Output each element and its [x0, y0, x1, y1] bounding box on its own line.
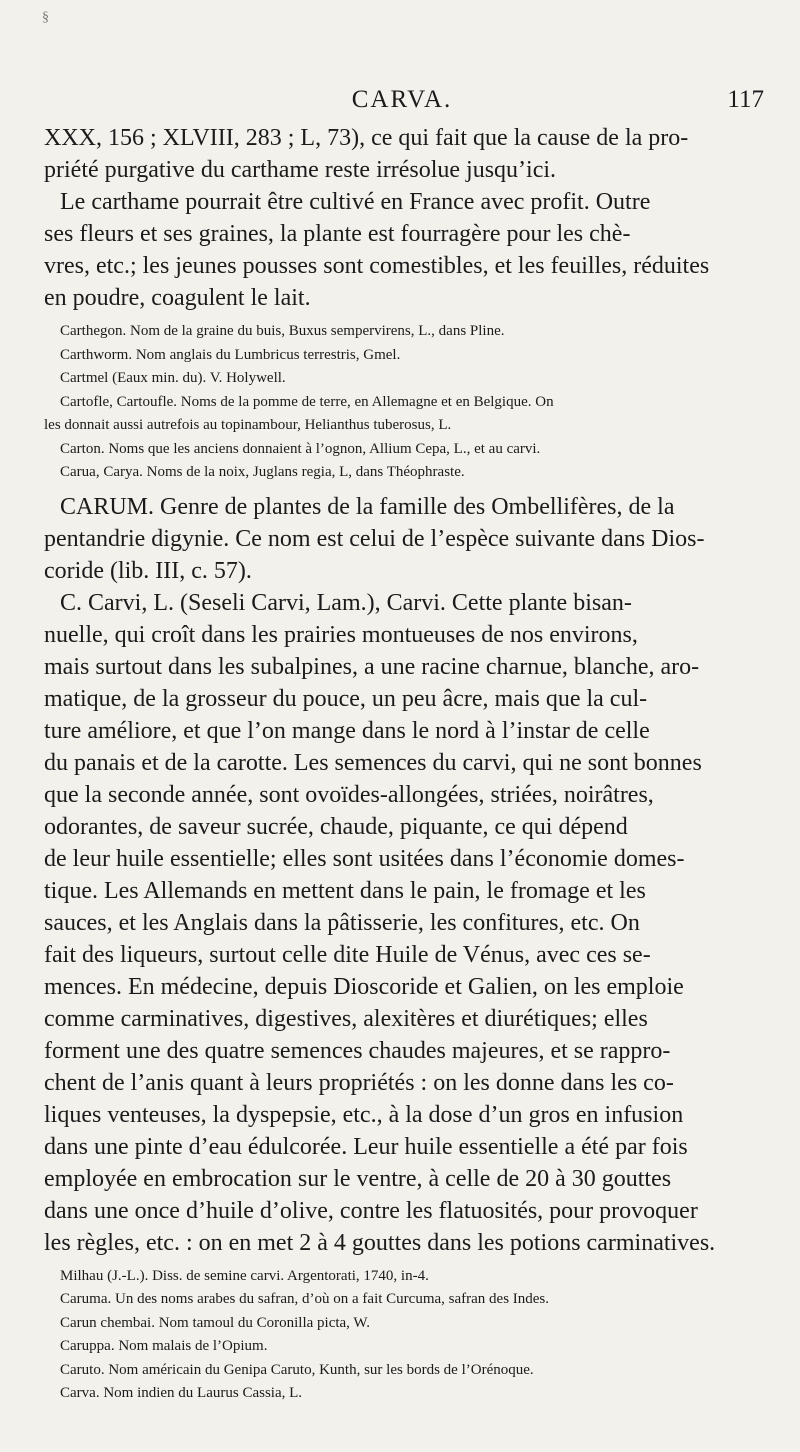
paragraph-carthame-end [44, 122, 764, 186]
small-entries-1 [44, 320, 764, 485]
text-line: employée en embrocation sur le ventre, à celle de 20 à 30 gouttes [44, 1165, 672, 1192]
text-line: sauces, et les Anglais dans la pâtisserie, les confitures, etc. On [44, 909, 640, 936]
paragraph-carthame-culture [44, 186, 764, 314]
text-line: matique, de la grosseur du pouce, un peu âcre, mais que la cul- [44, 685, 648, 712]
entry-carton: Carton. Noms que les anciens donnaient à l’ognon, Allium Cepa, L., et au carvi. [60, 440, 541, 457]
entry-carua: Carua, Carya. Noms de la noix, Juglans regia, L, dans Théophraste. [60, 464, 465, 480]
text-line: liques venteuses, la dyspepsie, etc., à la dose d’un gros en infusion [44, 1101, 684, 1128]
running-title: CARVA. [351, 86, 453, 113]
text-line: dans une pinte d’eau édulcorée. Leur huile essentielle a été par fois [44, 1133, 688, 1160]
text-line: vres, etc.; les jeunes pousses sont comestibles, et les feuilles, réduites [44, 253, 710, 279]
text-line: du panais et de la carotte. Les semences du carvi, qui ne sont bonnes [44, 749, 702, 776]
entry-caruppa: Caruppa. Nom malais de l’Opium. [60, 1338, 268, 1354]
text-line: C. Carvi, L. (Seseli Carvi, Lam.), Carvi. Cette plante bisan- [60, 589, 632, 616]
text-line: ses fleurs et ses graines, la plante est fourragère pour les chè- [44, 221, 631, 247]
text-line: ture améliore, et que l’on mange dans le nord à l’instar de celle [44, 717, 650, 744]
text-line: nuelle, qui croît dans les prairies montueuses de nos environs, [44, 621, 638, 648]
entry-cartmel: Cartmel (Eaux min. du). V. Holywell. [60, 370, 286, 386]
text-line: fait des liqueurs, surtout celle dite Huile de Vénus, avec ces se- [44, 941, 651, 968]
text-line: CARUM. Genre de plantes de la famille des Ombellifères, de la [60, 493, 675, 520]
margin-mark: § [42, 10, 49, 25]
entry-carva: Carva. Nom indien du Laurus Cassia, L. [60, 1385, 303, 1401]
small-entries-2 [44, 1265, 764, 1406]
entry-cartofle: Cartofle, Cartoufle. Noms de la pomme de terre, en Allemagne et en Belgique. On [60, 393, 554, 410]
page-number: 117 [727, 86, 764, 113]
entry-carthegon: Carthegon. Nom de la graine du buis, Buxus sempervirens, L., dans Pline. [60, 323, 505, 339]
paragraph-carum [44, 491, 764, 587]
text-line: chent de l’anis quant à leurs propriétés : on les donne dans les co- [44, 1069, 674, 1096]
text-line: dans une once d’huile d’olive, contre les flatuosités, pour provoquer [44, 1197, 698, 1224]
text-line: les règles, etc. : on en met 2 à 4 gouttes dans les potions carminatives. [44, 1229, 716, 1256]
text-line: pentandrie digynie. Ce nom est celui de l’espèce suivante dans Dios- [44, 525, 705, 552]
text-line: comme carminatives, digestives, alexitères et diurétiques; elles [44, 1005, 648, 1032]
body-text [44, 122, 764, 1406]
text-line: mences. En médecine, depuis Dioscoride et Galien, on les emploie [44, 973, 684, 1000]
text-line: que la seconde année, sont ovoïdes-allongées, striées, noirâtres, [44, 781, 654, 808]
text-line: mais surtout dans les subalpines, a une racine charnue, blanche, aro- [44, 653, 700, 680]
text-line: XXX, 156 ; XLVIII, 283 ; L, 73), ce qui fait que la cause de la pro- [44, 125, 689, 151]
text-line: Le carthame pourrait être cultivé en France avec profit. Outre [60, 189, 651, 215]
text-line: tique. Les Allemands en mettent dans le pain, le fromage et les [44, 877, 646, 904]
text-line: en poudre, coagulent le lait. [44, 285, 311, 311]
entry-carthworm: Carthworm. Nom anglais du Lumbricus terrestris, Gmel. [60, 346, 401, 363]
entry-carun-chembai: Carun chembai. Nom tamoul du Coronilla picta, W. [60, 1314, 370, 1331]
paragraph-carvi [44, 587, 764, 1259]
entry-milhau: Milhau (J.-L.). Diss. de semine carvi. Argentorati, 1740, in-4. [60, 1267, 429, 1284]
text-line: de leur huile essentielle; elles sont usitées dans l’économie domes- [44, 845, 685, 872]
text-line: coride (lib. III, c. 57). [44, 557, 252, 584]
entry-caruma: Caruma. Un des noms arabes du safran, d’où on a fait Curcuma, safran des Indes. [60, 1291, 550, 1307]
text-line: priété purgative du carthame reste irrésolue jusqu’ici. [44, 157, 557, 183]
entry-cartofle-cont: les donnait aussi autrefois au topinambour, Helianthus tuberosus, L. [44, 417, 452, 433]
page-header [40, 86, 764, 120]
entry-caruto: Caruto. Nom américain du Genipa Caruto, Kunth, sur les bords de l’Orénoque. [60, 1361, 534, 1378]
text-line: forment une des quatre semences chaudes majeures, et se rappro- [44, 1037, 671, 1064]
text-line: odorantes, de saveur sucrée, chaude, piquante, ce qui dépend [44, 813, 628, 840]
